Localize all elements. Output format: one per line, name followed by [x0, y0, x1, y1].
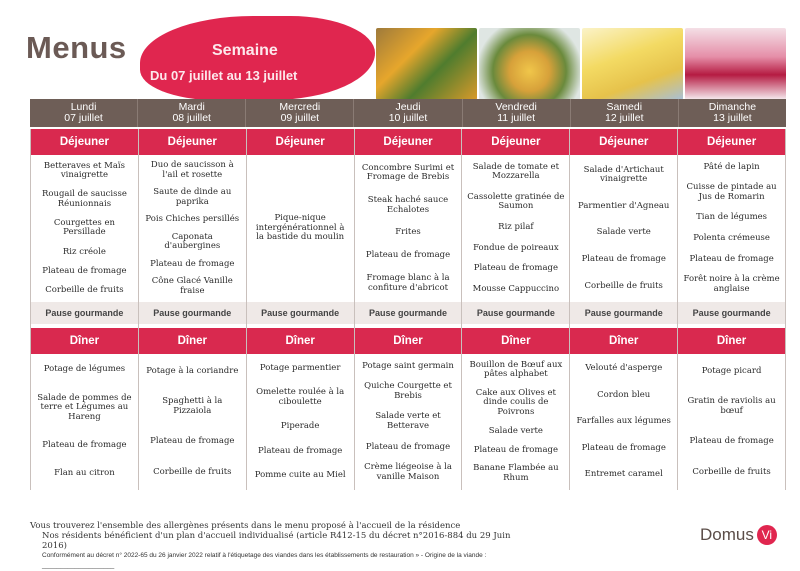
- lunch-menu: [462, 155, 569, 302]
- menu-item: Potage saint germain: [362, 360, 454, 371]
- lunch-header: Déjeuner: [462, 129, 569, 155]
- menu-item: Plateau de fromage: [258, 445, 343, 456]
- day-name: Lundi: [70, 101, 97, 113]
- day-column: [30, 129, 138, 490]
- dinner-menu: [247, 354, 354, 490]
- lunch-menu: [139, 155, 246, 302]
- menu-item: Salade de pommes de terre et Légumes au Hareng: [37, 392, 132, 422]
- pause-gourmande: Pause gourmande: [678, 302, 785, 324]
- menu-item: Plateau de fromage: [581, 254, 666, 265]
- menu-item: Salade d'Artichaut vinaigrette: [583, 164, 664, 185]
- menu-item: Gratin de raviolis au bœuf: [687, 396, 776, 416]
- food-photo-clafoutis: [685, 28, 786, 100]
- menu-item: Pomme cuite au Miel: [254, 470, 346, 480]
- lunch-menu: [678, 155, 785, 302]
- brand-logo: [700, 525, 777, 545]
- menu-item: Cône Glacé Vanille fraise: [151, 276, 233, 296]
- lunch-header: Déjeuner: [139, 129, 246, 155]
- pause-gourmande: Pause gourmande: [355, 302, 462, 324]
- menu-item: Plateau de fromage: [150, 258, 235, 269]
- lunch-header: Déjeuner: [570, 129, 677, 155]
- menu-item: Pâté de lapin: [703, 161, 760, 172]
- day-column: [246, 129, 354, 490]
- dinner-header: Dîner: [31, 328, 138, 354]
- menu-item: Riz créole: [62, 246, 106, 257]
- day-date: 07 juillet: [64, 112, 103, 124]
- day-header: [138, 99, 246, 127]
- footer-notes: [30, 521, 530, 571]
- menu-item: Frites: [395, 227, 421, 238]
- pause-gourmande: Pause gourmande: [31, 302, 138, 324]
- dinner-menu: [678, 354, 785, 490]
- menu-item: Corbeille de fruits: [153, 466, 232, 477]
- day-column: [354, 129, 462, 490]
- menu-item: Fromage blanc à la confiture d'abricot: [366, 273, 450, 293]
- menu-item: Fondue de poireaux: [473, 242, 559, 253]
- pause-gourmande: Pause gourmande: [139, 302, 246, 324]
- dinner-header: Dîner: [462, 328, 569, 354]
- day-column: [677, 129, 786, 490]
- day-header-row: [30, 99, 786, 127]
- footer-decree: Conformément au décret n° 2022-65 du 26 janvier 2022 relatif à l'étiquetage des viandes dans les établissements de restauration » - Origine de la viande : ____________________: [42, 552, 487, 569]
- menu-item: Corbeille de fruits: [584, 280, 663, 291]
- pause-gourmande: Pause gourmande: [462, 302, 569, 324]
- day-date: 12 juillet: [605, 112, 644, 124]
- menu-item: Cake aux Olives et dinde coulis de Poivrons: [475, 387, 556, 417]
- menu-item: Potage picard: [701, 365, 762, 376]
- menu-item: Plateau de fromage: [689, 253, 774, 264]
- menu-item: Mousse Cappuccino: [472, 283, 560, 294]
- dinner-header: Dîner: [570, 328, 677, 354]
- day-date: 13 juillet: [713, 112, 752, 124]
- menu-item: Concombre Surimi et Fromage de Brebis: [361, 162, 455, 183]
- brand-mark: Vi: [757, 525, 777, 545]
- menu-item: Salade verte: [596, 227, 651, 238]
- dinner-menu: [139, 354, 246, 490]
- day-column: [569, 129, 677, 490]
- menu-item: Crème liégeoise à la vanille Maison: [364, 462, 452, 482]
- menu-item: Plateau de fromage: [473, 444, 559, 455]
- menu-item: Salade verte: [488, 425, 543, 436]
- menu-item: Quiche Courgette et Brebis: [364, 381, 452, 401]
- pause-gourmande: Pause gourmande: [570, 302, 677, 324]
- food-photo-strip: [376, 28, 786, 100]
- menu-item: Rougail de saucisse Réunionnais: [41, 189, 127, 209]
- menu-item: Saute de dinde au paprika: [153, 187, 232, 207]
- menu-item: Forêt noire à la crème anglaise: [683, 274, 780, 294]
- menu-item: Salade verte et Betterave: [375, 411, 441, 431]
- dinner-header: Dîner: [247, 328, 354, 354]
- lunch-menu: [570, 155, 677, 302]
- menu-item: Potage de légumes: [43, 364, 126, 375]
- menu-item: Caponata d'aubergines: [164, 231, 221, 251]
- menu-item: Tian de légumes: [696, 212, 768, 223]
- menu-item: Piperade: [280, 421, 320, 431]
- day-date: 11 juillet: [497, 112, 535, 124]
- dinner-menu: [355, 354, 462, 490]
- lunch-header: Déjeuner: [355, 129, 462, 155]
- menu-item: Omelette roulée à la ciboulette: [256, 387, 345, 407]
- menu-item: Plateau de fromage: [150, 436, 235, 447]
- day-name: Jeudi: [395, 101, 421, 113]
- day-header: [30, 99, 138, 127]
- menu-item: Entremet caramel: [584, 469, 663, 479]
- menu-item: Corbeille de fruits: [692, 466, 771, 477]
- menu-item: Plateau de fromage: [473, 263, 559, 274]
- day-header: [246, 99, 354, 127]
- menu-item: Plateau de fromage: [689, 436, 774, 447]
- menu-item: Plateau de fromage: [42, 265, 127, 276]
- menu-item: Cassolette gratinée de Saumon: [467, 191, 565, 212]
- day-column: [461, 129, 569, 490]
- day-name: Mardi: [178, 101, 205, 113]
- day-name: Mercredi: [279, 101, 321, 113]
- menu-item: Potage à la coriandre: [146, 365, 239, 376]
- day-date: 10 juillet: [388, 112, 428, 124]
- brand-name: Domus: [700, 525, 754, 544]
- food-photo-verrines: [376, 28, 477, 100]
- menu-item: Plateau de fromage: [365, 250, 451, 261]
- menu-item: Plateau de fromage: [42, 439, 127, 450]
- menu-item: Pique-nique intergénérationnel à la bastide du moulin: [255, 213, 345, 243]
- menu-item: Banane Flambée au Rhum: [473, 463, 559, 483]
- dinner-menu: [31, 354, 138, 490]
- day-column: [138, 129, 246, 490]
- menu-item: Pois Chiches persillés: [145, 214, 240, 224]
- day-date: 08 juillet: [172, 112, 211, 124]
- week-range: Du 07 juillet au 13 juillet: [150, 68, 298, 83]
- dinner-header: Dîner: [355, 328, 462, 354]
- menu-item: Corbeille de fruits: [45, 284, 124, 295]
- menu-item: Betteraves et Maïs vinaigrette: [43, 160, 126, 181]
- lunch-menu: [247, 155, 354, 302]
- lunch-header: Déjeuner: [678, 129, 785, 155]
- menu-item: Polenta crémeuse: [693, 233, 770, 244]
- lunch-header: Déjeuner: [31, 129, 138, 155]
- menu-item: Velouté d'asperge: [585, 363, 663, 374]
- day-header: [354, 99, 462, 127]
- week-label: Semaine: [212, 42, 278, 59]
- lunch-menu: [31, 155, 138, 302]
- day-header: [571, 99, 679, 127]
- food-photo-pasta: [479, 28, 580, 100]
- menu-grid: [30, 129, 786, 490]
- menu-item: Farfalles aux légumes: [576, 416, 671, 427]
- menu-item: Spaghetti à la Pizzaiola: [162, 396, 223, 416]
- page-title: Menus: [26, 30, 127, 65]
- dinner-header: Dîner: [678, 328, 785, 354]
- day-name: Dimanche: [708, 101, 757, 113]
- menu-item: Plateau de fromage: [365, 441, 451, 452]
- day-date: 09 juillet: [280, 112, 320, 124]
- day-name: Samedi: [606, 101, 643, 113]
- menu-item: Cordon bleu: [597, 389, 651, 400]
- food-photo-cheese: [582, 28, 683, 100]
- footer-plan: Nos résidents bénéficient d'un plan d'accueil individualisé (article R412-15 du décret n°2016-884 du 29 Juin 2016): [42, 531, 511, 551]
- lunch-menu: [355, 155, 462, 302]
- lunch-header: Déjeuner: [247, 129, 354, 155]
- day-name: Vendredi: [495, 101, 537, 113]
- menu-item: Parmentier d'Agneau: [578, 200, 670, 211]
- menu-item: Salade de tomate et Mozzarella: [472, 161, 559, 182]
- dinner-header: Dîner: [139, 328, 246, 354]
- menu-item: Steak haché sauce Echalotes: [367, 195, 449, 215]
- menu-item: Plateau de fromage: [581, 442, 666, 453]
- day-header: [679, 99, 786, 127]
- menu-item: Bouillon de Bœuf aux pâtes alphabet: [469, 359, 563, 380]
- day-header: [463, 99, 571, 127]
- menu-item: Potage parmentier: [259, 362, 341, 373]
- menu-item: Riz pilaf: [498, 221, 534, 232]
- pause-gourmande: Pause gourmande: [247, 302, 354, 324]
- dinner-menu: [570, 354, 677, 490]
- footer-allergens: Vous trouverez l'ensemble des allergènes présents dans le menu proposé à l'accueil de la résidence: [30, 521, 461, 531]
- menu-item: Duo de saucisson à l'ail et rosette: [150, 160, 234, 180]
- dinner-menu: [462, 354, 569, 490]
- menu-item: Flan au citron: [54, 468, 115, 479]
- menu-item: Courgettes en Persillade: [53, 217, 115, 238]
- menu-item: Cuisse de pintade au Jus de Romarin: [686, 182, 777, 202]
